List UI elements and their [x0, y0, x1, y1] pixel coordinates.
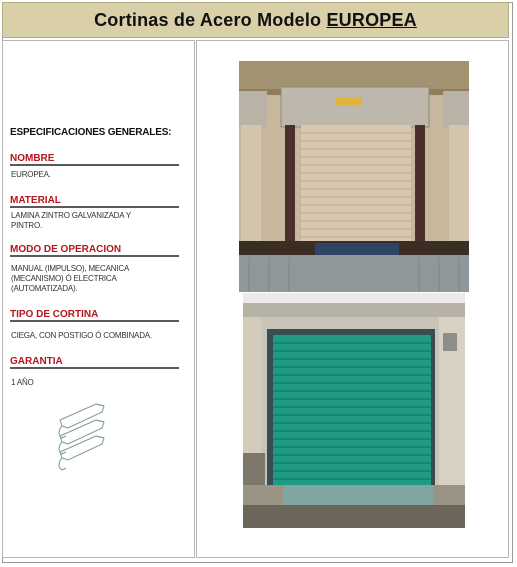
section-value-modo: MANUAL (IMPULSO), MECANICA (MECANISMO) Ó ELECTRICA (AUTOMATIZADA).	[11, 264, 129, 293]
section-value-material: LAMINA ZINTRO GALVANIZADA Y PINTRO.	[11, 211, 131, 230]
section-divider	[10, 367, 179, 369]
section-title-garantia: GARANTIA	[10, 356, 63, 367]
slat-profile-illustration	[52, 398, 112, 478]
loading-dock-shutter-photo	[239, 61, 469, 292]
page-header	[2, 2, 509, 38]
section-title-modo: MODO DE OPERACION	[10, 244, 122, 255]
section-divider	[10, 255, 179, 257]
page-title	[94, 10, 417, 31]
section-value-nombre: EUROPEA.	[11, 170, 51, 179]
green-shutter-photo	[243, 293, 465, 528]
title-prefix: Cortinas de Acero Modelo	[94, 9, 327, 30]
specs-heading: ESPECIFICACIONES GENERALES:	[10, 127, 172, 138]
section-title-material: MATERIAL	[10, 195, 61, 206]
title-model: EUROPEA	[326, 9, 417, 30]
specs-column	[2, 40, 195, 558]
section-divider	[10, 164, 179, 166]
section-title-nombre: NOMBRE	[10, 153, 55, 164]
section-title-tipo: TIPO DE CORTINA	[10, 309, 99, 320]
section-divider	[10, 320, 179, 322]
section-value-garantia: 1 AÑO	[11, 378, 34, 387]
section-divider	[10, 206, 179, 208]
section-value-tipo: CIEGA, CON POSTIGO Ó COMBINADA.	[11, 331, 152, 340]
